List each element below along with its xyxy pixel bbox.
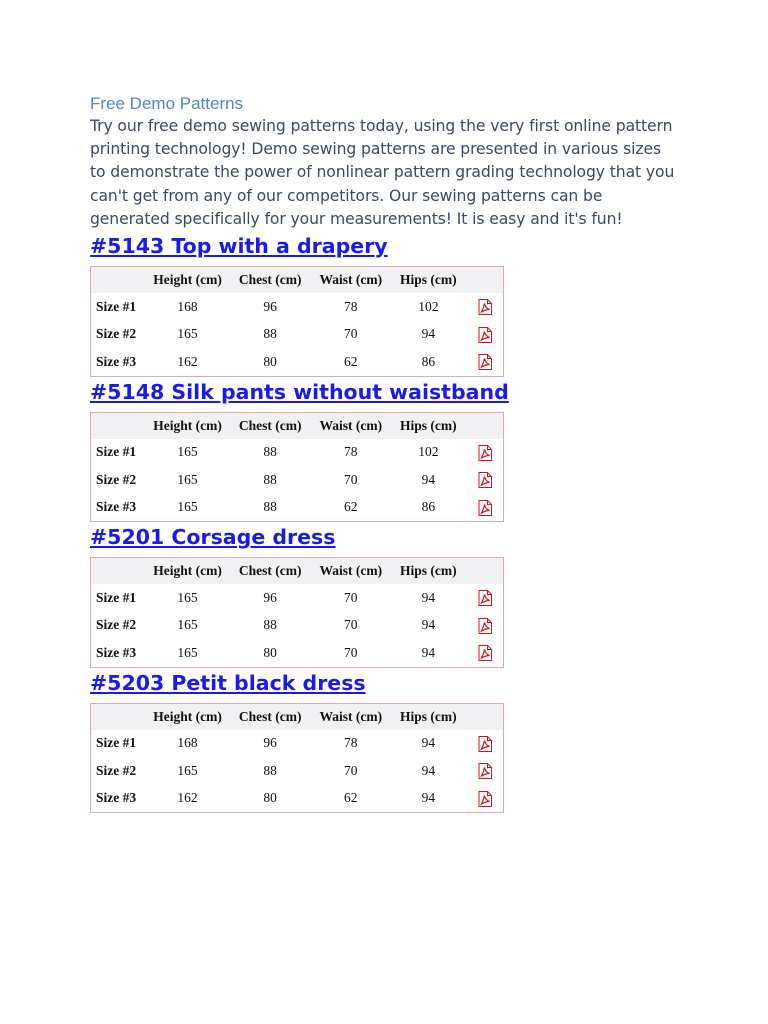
size-label: Size #1: [96, 298, 137, 314]
waist-value: 70: [344, 644, 358, 660]
pattern-title-link[interactable]: #5201 Corsage dress: [90, 525, 336, 550]
page: [90, 93, 690, 813]
hips-value: 102: [418, 298, 439, 314]
table-row: [91, 584, 503, 612]
download-cell: [468, 494, 503, 522]
header-height: Height (cm): [153, 272, 222, 288]
pdf-download-link[interactable]: [478, 298, 492, 313]
pdf-download-link[interactable]: [478, 644, 492, 659]
pdf-download-link[interactable]: [478, 444, 492, 459]
download-cell: [468, 348, 503, 376]
page-title: Free Demo Patterns: [90, 94, 244, 113]
table-header-row: [91, 704, 503, 730]
header-hips: Hips (cm): [400, 563, 457, 579]
waist-value: 70: [344, 326, 358, 342]
waist-value: 78: [344, 735, 358, 751]
size-label: Size #2: [96, 326, 137, 342]
pdf-icon[interactable]: [478, 736, 492, 752]
pdf-download-link[interactable]: [478, 617, 492, 632]
header-chest: Chest (cm): [238, 272, 302, 288]
waist-value: 70: [344, 617, 358, 633]
table-row: [91, 321, 503, 349]
pdf-icon[interactable]: [478, 590, 492, 606]
download-cell: [468, 466, 503, 494]
table-row: [91, 730, 503, 758]
hips-value: 86: [421, 353, 436, 369]
header-download-cell: [468, 413, 503, 439]
pattern-section: [90, 668, 690, 814]
table-header-row: [91, 267, 503, 293]
size-label: Size #2: [96, 471, 137, 487]
size-label: Size #1: [96, 735, 137, 751]
chest-value: 88: [263, 617, 277, 633]
height-value: 165: [177, 326, 198, 342]
chest-value: 88: [263, 471, 277, 487]
height-value: 165: [177, 589, 198, 605]
header-download-cell: [468, 558, 503, 584]
height-value: 162: [177, 790, 198, 806]
size-label: Size #1: [96, 589, 137, 605]
chest-value: 88: [263, 499, 277, 515]
chest-value: 80: [263, 790, 277, 806]
header-height: Height (cm): [153, 708, 222, 724]
pattern-title-link[interactable]: #5143 Top with a drapery: [90, 234, 388, 259]
pdf-download-link[interactable]: [478, 790, 492, 805]
pdf-icon[interactable]: [478, 500, 492, 516]
download-cell: [468, 439, 503, 467]
table-header-row: [91, 413, 503, 439]
download-cell: [468, 639, 503, 667]
size-label: Size #3: [96, 644, 137, 660]
height-value: 165: [177, 444, 198, 460]
table-row: [91, 348, 503, 376]
size-table: [90, 412, 504, 523]
height-value: 165: [177, 762, 198, 778]
header-waist: Waist (cm): [319, 417, 383, 433]
height-value: 165: [177, 471, 198, 487]
height-value: 165: [177, 499, 198, 515]
header-chest: Chest (cm): [238, 417, 302, 433]
hips-value: 94: [421, 471, 436, 487]
height-value: 168: [177, 298, 198, 314]
pdf-download-link[interactable]: [478, 326, 492, 341]
height-value: 165: [177, 644, 198, 660]
chest-value: 88: [263, 762, 277, 778]
pattern-title-link[interactable]: #5203 Petit black dress: [90, 670, 366, 695]
pdf-download-link[interactable]: [478, 471, 492, 486]
table-row: [91, 639, 503, 667]
pattern-section: [90, 377, 690, 523]
hips-value: 86: [421, 499, 436, 515]
pdf-download-link[interactable]: [478, 353, 492, 368]
hips-value: 94: [421, 326, 436, 342]
header-waist: Waist (cm): [319, 708, 383, 724]
chest-value: 88: [263, 444, 277, 460]
header-empty-cell: [91, 413, 147, 439]
chest-value: 96: [263, 735, 277, 751]
table-row: [91, 494, 503, 522]
table-row: [91, 757, 503, 785]
hips-value: 94: [421, 790, 436, 806]
pdf-icon[interactable]: [478, 327, 492, 343]
hips-value: 94: [421, 762, 436, 778]
height-value: 168: [177, 735, 198, 751]
hips-value: 94: [421, 735, 436, 751]
header-chest: Chest (cm): [238, 563, 302, 579]
waist-value: 62: [344, 790, 358, 806]
waist-value: 70: [344, 471, 358, 487]
header-hips: Hips (cm): [400, 708, 457, 724]
hips-value: 102: [418, 444, 439, 460]
header-hips: Hips (cm): [400, 417, 457, 433]
pdf-icon[interactable]: [478, 299, 492, 315]
hips-value: 94: [421, 617, 436, 633]
waist-value: 62: [344, 353, 358, 369]
header-height: Height (cm): [153, 563, 222, 579]
download-cell: [468, 730, 503, 758]
size-label: Size #3: [96, 499, 137, 515]
chest-value: 80: [263, 353, 277, 369]
pdf-download-link[interactable]: [478, 589, 492, 604]
download-cell: [468, 785, 503, 813]
size-label: Size #3: [96, 790, 137, 806]
table-header-row: [91, 558, 503, 584]
table-row: [91, 785, 503, 813]
header-waist: Waist (cm): [319, 563, 383, 579]
size-label: Size #2: [96, 617, 137, 633]
waist-value: 70: [344, 762, 358, 778]
download-cell: [468, 293, 503, 321]
pdf-icon[interactable]: [478, 645, 492, 661]
pdf-icon[interactable]: [478, 763, 492, 779]
header-download-cell: [468, 704, 503, 730]
download-cell: [468, 757, 503, 785]
table-row: [91, 293, 503, 321]
download-cell: [468, 321, 503, 349]
table-row: [91, 466, 503, 494]
pattern-section: [90, 522, 690, 668]
intro-text: Try our free demo sewing patterns today, using the very first online pattern printing technology! Demo sewing patterns are presented in various sizes to demonstrate the power of nonlinear pattern grading technology that you can't get from any of our competitors. Our sewing patterns can be generated specifically for your measurements! It is easy and it's fun!: [90, 117, 675, 228]
chest-value: 88: [263, 326, 277, 342]
pdf-icon[interactable]: [478, 472, 492, 488]
waist-value: 70: [344, 589, 358, 605]
pdf-icon[interactable]: [478, 618, 492, 634]
patterns-list: [90, 231, 690, 813]
waist-value: 62: [344, 499, 358, 515]
chest-value: 96: [263, 298, 277, 314]
download-cell: [468, 584, 503, 612]
pdf-icon[interactable]: [478, 354, 492, 370]
waist-value: 78: [344, 444, 358, 460]
hips-value: 94: [421, 589, 436, 605]
pdf-icon[interactable]: [478, 445, 492, 461]
header-chest: Chest (cm): [238, 708, 302, 724]
pdf-download-link[interactable]: [478, 735, 492, 750]
pdf-icon[interactable]: [478, 791, 492, 807]
size-label: Size #2: [96, 762, 137, 778]
header-empty-cell: [91, 267, 147, 293]
pattern-section: [90, 231, 690, 377]
table-row: [91, 612, 503, 640]
header-hips: Hips (cm): [400, 272, 457, 288]
hips-value: 94: [421, 644, 436, 660]
height-value: 162: [177, 353, 198, 369]
size-table: [90, 266, 504, 377]
header-height: Height (cm): [153, 417, 222, 433]
pattern-title-link[interactable]: #5148 Silk pants without waistband: [90, 379, 509, 404]
header-download-cell: [468, 267, 503, 293]
header-waist: Waist (cm): [319, 272, 383, 288]
table-row: [91, 439, 503, 467]
header-empty-cell: [91, 704, 147, 730]
size-table: [90, 703, 504, 814]
pdf-download-link[interactable]: [478, 499, 492, 514]
size-label: Size #3: [96, 353, 137, 369]
height-value: 165: [177, 617, 198, 633]
waist-value: 78: [344, 298, 358, 314]
size-table: [90, 557, 504, 668]
download-cell: [468, 612, 503, 640]
header-empty-cell: [91, 558, 147, 584]
size-label: Size #1: [96, 444, 137, 460]
chest-value: 80: [263, 644, 277, 660]
chest-value: 96: [263, 589, 277, 605]
pdf-download-link[interactable]: [478, 762, 492, 777]
